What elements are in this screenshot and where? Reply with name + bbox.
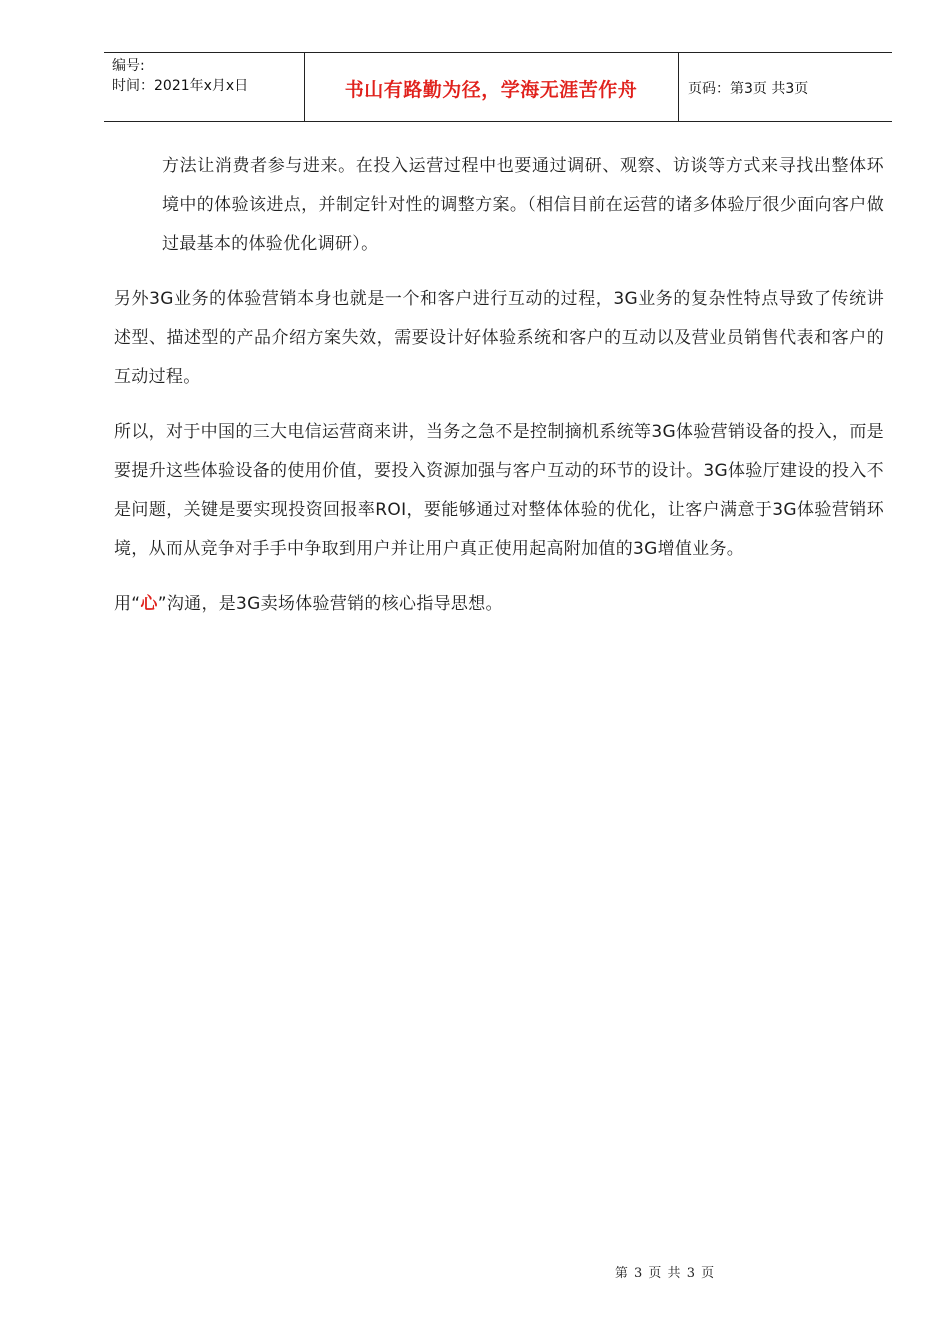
paragraph-operators: 所以，对于中国的三大电信运营商来讲，当务之急不是控制摘机系统等3G体验营销设备的投入，而是要提升这些体验设备的使用价值，要投入资源加强与客户互动的环节的设计。3G体验厅建设的投入不是问题，关键是要实现投资回报率ROI，要能够通过对整体体验的优化，让客户满意于3G体验营销环境，从而从竞争对手手中争取到用户并让用户真正使用起高附加值的3G增值业务。	[114, 422, 884, 559]
header-divider-right	[678, 53, 679, 121]
document-header	[104, 52, 892, 122]
document-date-label: 时间：2021年x月x日	[112, 78, 249, 94]
conclusion-prefix: 用“	[114, 594, 141, 614]
header-meta	[112, 56, 248, 96]
paragraph-conclusion	[114, 585, 884, 624]
header-page-info: 页码：第3页 共3页	[688, 81, 809, 97]
paragraph-continued: 方法让消费者参与进来。在投入运营过程中也要通过调研、观察、访谈等方式来寻找出整体环境中的体验该进点，并制定针对性的调整方案。（相信目前在运营的诸多体验厅很少面向客户做过最基本的体验优化调研）。	[162, 156, 884, 254]
page-footer: 第 3 页 共 3 页	[614, 1266, 716, 1281]
document-body	[114, 147, 884, 624]
paragraph-3g-interaction: 另外3G业务的体验营销本身也就是一个和客户进行互动的过程，3G业务的复杂性特点导致了传统讲述型、描述型的产品介绍方案失效，需要设计好体验系统和客户的互动以及营业员销售代表和客户的互动过程。	[114, 289, 884, 387]
header-motto: 书山有路勤为径，学海无涯苦作舟	[344, 79, 638, 101]
document-number-label: 编号:	[112, 58, 145, 74]
conclusion-suffix: ”沟通，是3G卖场体验营销的核心指导思想。	[157, 594, 503, 614]
heart-emphasis: 心	[140, 594, 158, 614]
